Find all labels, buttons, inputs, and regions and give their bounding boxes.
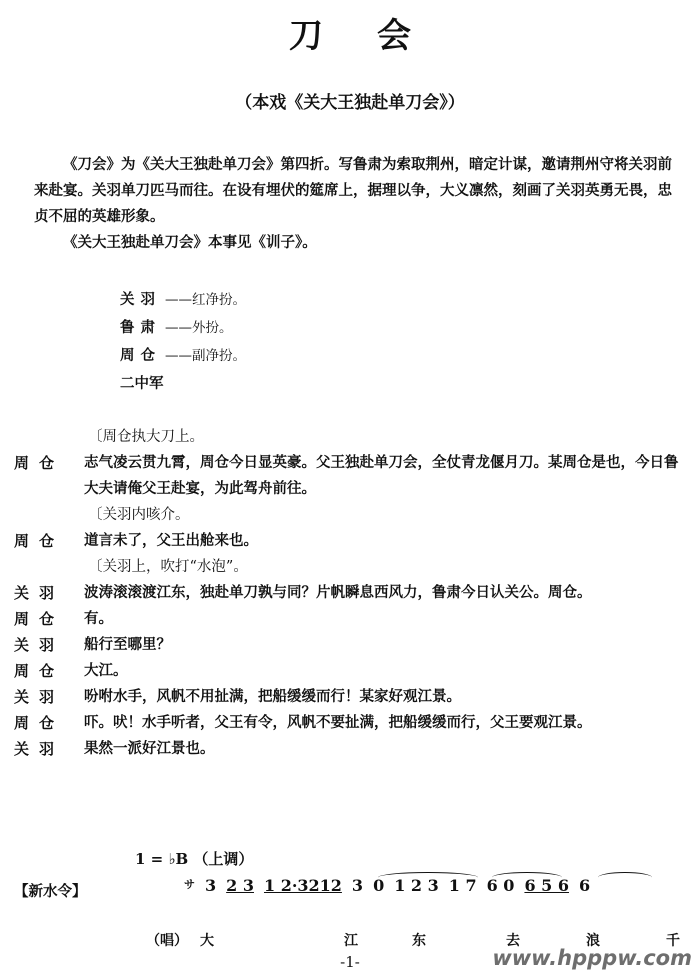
tune-name: 【新水令】 bbox=[14, 883, 87, 900]
page-number: -1- bbox=[340, 953, 360, 971]
music-notation bbox=[14, 876, 591, 901]
dialogue-line bbox=[14, 528, 690, 554]
note: 1 2 3 bbox=[394, 876, 439, 895]
page-title: 刀会 bbox=[289, 16, 465, 56]
cast-item: 鲁肃 ——外扮。 bbox=[120, 319, 233, 336]
dialogue-line bbox=[14, 606, 690, 632]
dialogue-text: 大江。 bbox=[84, 662, 128, 679]
cast-list bbox=[120, 286, 246, 398]
intro-paragraph: 《刀会》为《关大王独赴单刀会》第四折。写鲁肃为索取荆州，暗定计谋，邀请荆州守将关羽前来赴宴。关羽单刀匹马而往。在设有埋伏的筵席上，据理以争，大义凛然，刻画了关羽英勇无畏，忠贞不屈的英雄形象。 bbox=[34, 156, 672, 225]
stage-direction: 〔关羽内咳介。 bbox=[88, 507, 190, 523]
dialogue-text: 道言未了，父王出舱来也。 bbox=[84, 532, 258, 549]
lyric-char: 浪 bbox=[586, 933, 600, 949]
intro-paragraph: 《关大王独赴单刀会》本事见《训子》。 bbox=[63, 234, 317, 251]
watermark: www.hpppw.com bbox=[492, 946, 692, 970]
cast-item: 关羽 ——红净扮。 bbox=[120, 291, 246, 308]
dialogue-text: 果然一派好江景也。 bbox=[84, 740, 215, 757]
cast-item: 二中军 bbox=[120, 375, 164, 392]
lyric-char: 大 bbox=[200, 933, 214, 949]
dialogue-line bbox=[14, 710, 690, 736]
speaker: 关羽 bbox=[14, 740, 65, 758]
dialogue-line bbox=[14, 450, 690, 502]
dialogue-line bbox=[14, 632, 690, 658]
singer-label: （唱） bbox=[146, 933, 188, 949]
script-body bbox=[14, 424, 690, 762]
page-subtitle: （本戏《关大王独赴单刀会》） bbox=[235, 93, 465, 113]
note: 3 bbox=[205, 876, 217, 895]
note: 3 bbox=[351, 876, 364, 895]
note: 6 5 6 bbox=[524, 876, 569, 895]
speaker: 周仓 bbox=[14, 714, 65, 732]
speaker: 关羽 bbox=[14, 636, 65, 654]
stage-direction: 〔周仓执大刀上。 bbox=[88, 429, 204, 445]
lyric-char: 去 bbox=[506, 933, 520, 949]
note: 6 0 bbox=[486, 876, 515, 895]
note: サ bbox=[184, 878, 195, 891]
music-key: 1 = ♭B （上调） bbox=[135, 850, 254, 868]
note: 6 bbox=[578, 876, 591, 895]
lyric-char: 千 bbox=[666, 933, 680, 949]
speaker: 周仓 bbox=[14, 532, 65, 550]
slur-mark bbox=[492, 872, 562, 883]
dialogue-text: 波涛滚滚渡江东，独赴单刀孰与同？片帆瞬息西风力，鲁肃今日认关公。周仓。 bbox=[84, 584, 592, 601]
dialogue-line bbox=[14, 736, 690, 762]
note: 2 3 bbox=[226, 876, 254, 895]
lyric-char: 东 bbox=[412, 933, 426, 949]
note: 1 2·3212 bbox=[263, 876, 342, 895]
note: 1 7 bbox=[448, 876, 477, 895]
dialogue-line bbox=[14, 580, 690, 606]
speaker: 关羽 bbox=[14, 584, 65, 602]
dialogue-text: 船行至哪里？ bbox=[84, 636, 171, 653]
intro-section bbox=[34, 152, 674, 256]
cast-item: 周仓 ——副净扮。 bbox=[120, 347, 246, 364]
dialogue-text: 吓。吠！水手听者，父王有令，风帆不要扯满，把船缓缓而行，父王要观江景。 bbox=[84, 714, 592, 731]
slur-mark bbox=[598, 872, 652, 883]
dialogue-line bbox=[14, 684, 690, 710]
slur-mark bbox=[378, 872, 478, 883]
note: 0 bbox=[373, 876, 385, 895]
dialogue-text: 吩咐水手，风帆不用扯满，把船缓缓而行！某家好观江景。 bbox=[84, 688, 461, 705]
dialogue-line bbox=[14, 658, 690, 684]
speaker: 周仓 bbox=[14, 454, 65, 472]
speaker: 关羽 bbox=[14, 688, 65, 706]
stage-direction: 〔关羽上，吹打“水泡”。 bbox=[88, 559, 248, 575]
dialogue-text: 志气凌云贯九霄，周仓今日显英豪。父王独赴单刀会，全仗青龙偃月刀。某周仓是也，今日鲁大夫请俺父王赴宴，为此驾舟前往。 bbox=[84, 454, 679, 497]
speaker: 周仓 bbox=[14, 610, 65, 628]
speaker: 周仓 bbox=[14, 662, 65, 680]
lyric-char: 江 bbox=[344, 933, 358, 949]
dialogue-text: 有。 bbox=[84, 610, 113, 627]
